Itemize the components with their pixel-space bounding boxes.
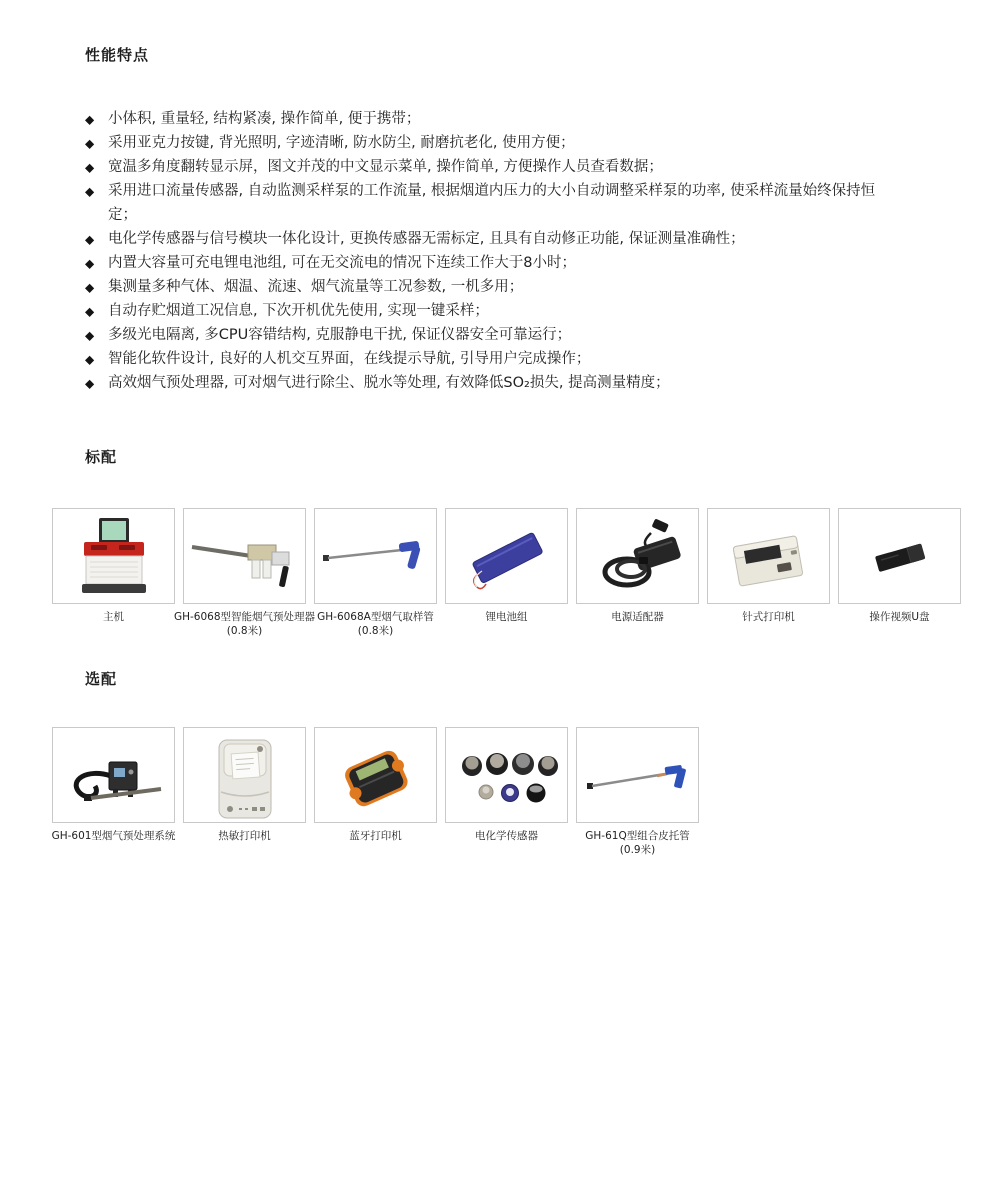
optional-products-row xyxy=(52,727,699,857)
main-unit-image xyxy=(52,508,175,604)
product-card xyxy=(707,508,830,638)
electrochemical-sensors-image xyxy=(445,727,568,823)
thermal-printer-image xyxy=(183,727,306,823)
feature-item xyxy=(85,299,897,323)
product-caption: 锂电池组 xyxy=(485,611,528,623)
product-caption: GH-61Q型组合皮托管 xyxy=(585,830,690,842)
product-caption: 电源适配器 xyxy=(611,611,664,623)
smoke-preprocessor-probe-image xyxy=(183,508,306,604)
standard-config-title: 标配 xyxy=(85,448,118,466)
optional-config-title: 选配 xyxy=(85,670,118,688)
feature-text: 高效烟气预处理器, 可对烟气进行除尘、脱水等处理, 有效降低SO₂损失, 提高测量精度； xyxy=(108,375,670,391)
features-section xyxy=(85,44,897,395)
diamond-bullet-icon: ◆ xyxy=(85,232,95,247)
feature-item xyxy=(85,227,897,251)
standard-products-row xyxy=(52,508,961,638)
product-card xyxy=(173,508,316,638)
feature-item xyxy=(85,155,897,179)
feature-text: 集测量多种气体、烟温、流速、烟气流量等工况参数, 一机多用； xyxy=(108,279,524,295)
feature-text: 自动存贮烟道工况信息, 下次开机优先使用, 实现一键采样； xyxy=(108,303,489,319)
product-caption: GH-601型烟气预处理系统 xyxy=(51,830,176,842)
product-caption: 电化学传感器 xyxy=(475,830,538,842)
product-caption: 热敏打印机 xyxy=(218,830,271,842)
product-card xyxy=(314,508,437,638)
product-card xyxy=(576,727,699,857)
feature-item xyxy=(85,371,897,395)
diamond-bullet-icon: ◆ xyxy=(85,280,95,295)
product-card xyxy=(183,727,306,857)
product-card xyxy=(576,508,699,638)
feature-item xyxy=(85,251,897,275)
product-card xyxy=(52,727,175,857)
product-card xyxy=(445,508,568,638)
product-caption-sub: (0.8米) xyxy=(226,625,263,637)
product-caption-sub: (0.8米) xyxy=(357,625,394,637)
gas-sampling-tube-image xyxy=(314,508,437,604)
product-card xyxy=(445,727,568,857)
diamond-bullet-icon: ◆ xyxy=(85,136,95,151)
feature-text: 小体积, 重量轻, 结构紧凑, 操作简单, 便于携带； xyxy=(108,111,421,127)
product-caption: 主机 xyxy=(103,611,124,623)
product-card xyxy=(52,508,175,638)
dot-matrix-printer-image xyxy=(707,508,830,604)
diamond-bullet-icon: ◆ xyxy=(85,160,95,175)
product-caption: GH-6068A型烟气取样管 xyxy=(317,611,434,623)
bluetooth-printer-image xyxy=(314,727,437,823)
product-caption: GH-6068型智能烟气预处理器 xyxy=(173,611,316,623)
diamond-bullet-icon: ◆ xyxy=(85,352,95,367)
diamond-bullet-icon: ◆ xyxy=(85,112,95,127)
feature-list xyxy=(85,107,897,395)
feature-text: 智能化软件设计, 良好的人机交互界面，在线提示导航, 引导用户完成操作； xyxy=(108,351,591,367)
product-caption: 针式打印机 xyxy=(742,611,795,623)
diamond-bullet-icon: ◆ xyxy=(85,184,95,199)
feature-item xyxy=(85,347,897,371)
usb-drive-image xyxy=(838,508,961,604)
feature-text: 采用亚克力按键, 背光照明, 字迹清晰, 防水防尘, 耐磨抗老化, 使用方便； xyxy=(108,135,575,151)
power-adapter-image xyxy=(576,508,699,604)
feature-item xyxy=(85,107,897,131)
pitot-tube-image xyxy=(576,727,699,823)
feature-item xyxy=(85,323,897,347)
diamond-bullet-icon: ◆ xyxy=(85,376,95,391)
feature-text: 电化学传感器与信号模块一体化设计, 更换传感器无需标定, 且具有自动修正功能, 保证测量准确性； xyxy=(108,231,745,247)
feature-text: 内置大容量可充电锂电池组, 可在无交流电的情况下连续工作大于8小时； xyxy=(108,255,576,271)
feature-item xyxy=(85,275,897,299)
gas-pretreatment-system-image xyxy=(52,727,175,823)
product-caption: 操作视频U盘 xyxy=(869,611,930,623)
diamond-bullet-icon: ◆ xyxy=(85,304,95,319)
feature-item xyxy=(85,131,897,155)
feature-text: 采用进口流量传感器, 自动监测采样泵的工作流量, 根据烟道内压力的大小自动调整采样泵的功率, 使采样流量始终保持恒定； xyxy=(108,183,876,223)
diamond-bullet-icon: ◆ xyxy=(85,328,95,343)
feature-text: 多级光电隔离, 多CPU容错结构, 克服静电干扰, 保证仪器安全可靠运行； xyxy=(108,327,572,343)
product-caption-sub: (0.9米) xyxy=(619,844,656,856)
product-card xyxy=(314,727,437,857)
features-title: 性能特点 xyxy=(85,46,150,64)
product-caption: 蓝牙打印机 xyxy=(349,830,402,842)
product-card xyxy=(838,508,961,638)
feature-item xyxy=(85,179,897,227)
feature-text: 宽温多角度翻转显示屏，图文并茂的中文显示菜单, 操作简单, 方便操作人员查看数据； xyxy=(108,159,663,175)
lithium-battery-image xyxy=(445,508,568,604)
diamond-bullet-icon: ◆ xyxy=(85,256,95,271)
